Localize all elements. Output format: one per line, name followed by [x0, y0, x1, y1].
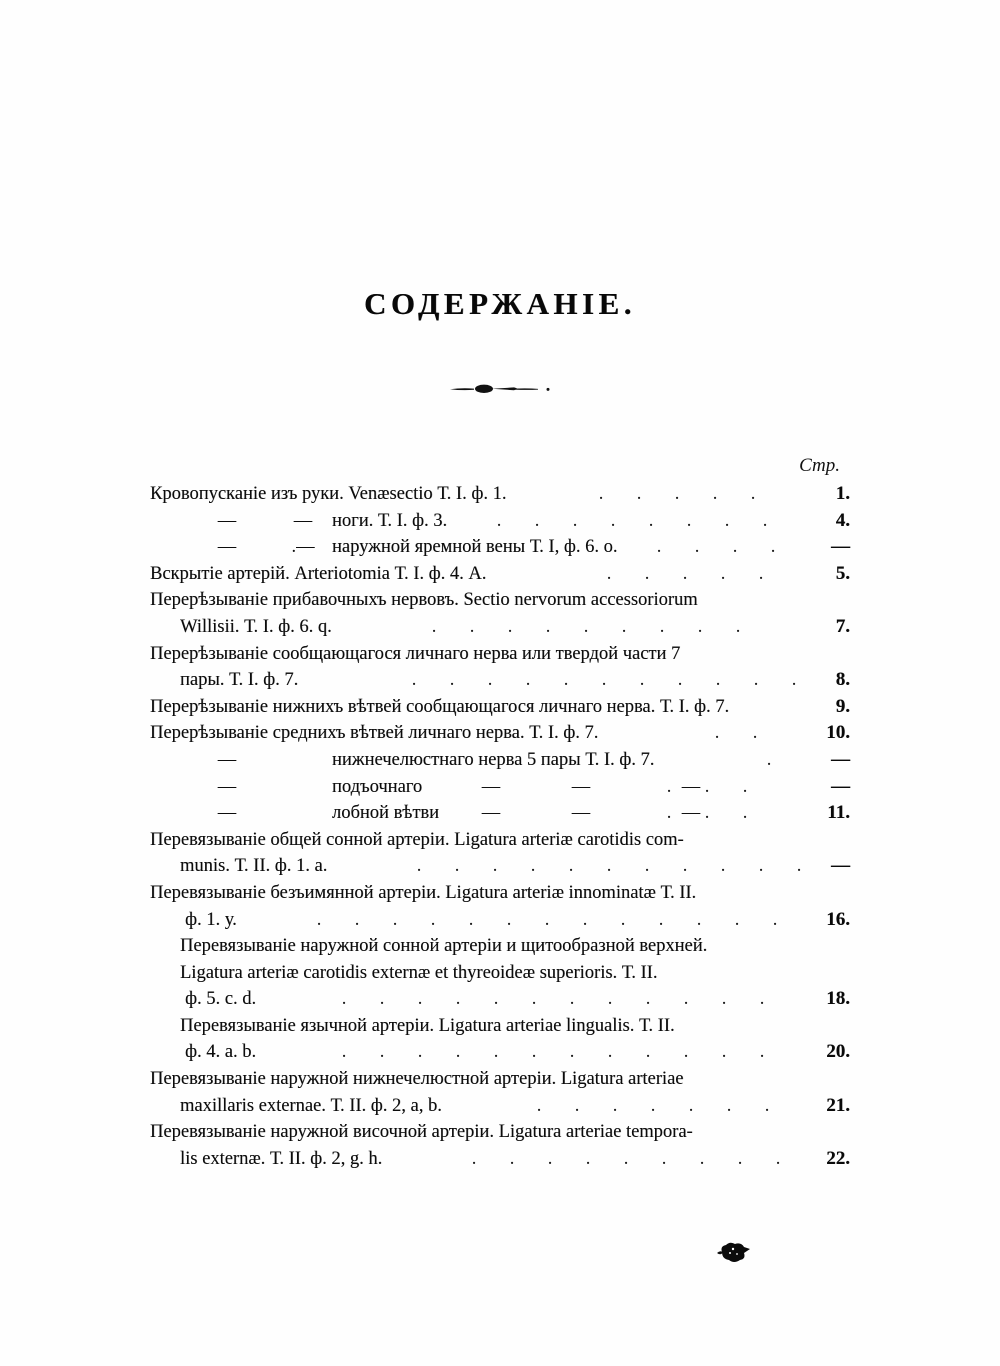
toc-entry-line: [150, 1146, 850, 1173]
toc-entry-line: [150, 827, 850, 854]
toc-entry-text: нижнечелюстнаго нерва 5 пары Т. I. ф. 7.: [332, 749, 655, 770]
table-of-contents-list: [150, 481, 850, 1172]
toc-entry-text: Кровопусканіе изъ руки. Venæsectio Т. I. ф. 1.: [150, 484, 507, 504]
toc-entry-line: [150, 614, 850, 641]
toc-entry-text: Перевязываніе безъимянной артеріи. Ligatura arteriæ innominatæ Т. II.: [150, 882, 697, 903]
leader-dots: . . . . . . . . .: [471, 1148, 781, 1169]
toc-entry-text: maxillaris externae. Т. II. ф. 2, a, b.: [180, 1095, 442, 1116]
page-title: СОДЕРЖАНІЕ.: [364, 286, 636, 321]
toc-entry-text: lis externæ. Т. II. ф. 2, g. h.: [180, 1148, 383, 1169]
leader-dots: . . . . .: [598, 484, 756, 504]
repeat-dash-primary: —: [217, 749, 237, 770]
toc-entry-text: Ligatura arteriæ carotidis externæ et thyreoideæ superioris. Т. II.: [180, 962, 658, 983]
toc-entry-text: munis. Т. II. ф. 1. а.: [180, 856, 328, 877]
toc-page-number: 22.: [826, 1147, 850, 1169]
toc-entry-line: [150, 641, 850, 668]
toc-page-number: 21.: [826, 1094, 850, 1116]
leader-dots: . . . . . . . . .: [431, 616, 741, 637]
toc-entry-text: Перевязываніе наружной височной артеріи. Ligatura arteriae tempora-: [150, 1122, 693, 1143]
toc-entry-line: [150, 1119, 850, 1146]
leader-dots: . . . . .: [606, 563, 764, 584]
inline-repeat-dash: —: [681, 776, 701, 797]
toc-page-number: 11.: [827, 802, 850, 824]
toc-page-number: 20.: [826, 1041, 850, 1063]
toc-entry-text: Перевязываніе наружной нижнечелюстной артеріи. Ligatura arteriae: [150, 1069, 684, 1090]
toc-entry-text: Перевязываніе общей сонной артеріи. Ligatura arteriæ carotidis com-: [150, 829, 684, 850]
toc-entry-line: [150, 960, 850, 987]
toc-entry-text: Вскрытіе артерій. Arteriotomia Т. I. ф. 4. А.: [150, 563, 487, 584]
toc-entry-line: [150, 1013, 850, 1040]
toc-entry-line: [150, 561, 850, 588]
repeat-dash-primary: —: [217, 510, 237, 531]
leader-dots: . . . . . . . . . . .: [416, 856, 802, 877]
toc-entry-line: [150, 880, 850, 907]
repeat-dash-primary: —: [217, 537, 237, 558]
toc-entry-line: [150, 667, 850, 694]
inline-repeat-dash: —: [481, 776, 501, 797]
toc-entry-line: [150, 481, 850, 508]
toc-entry-text: Перерѣзываніе сообщающагося личнаго нерва или твердой части 7: [150, 643, 681, 664]
toc-page-number: 10.: [826, 722, 850, 744]
leader-dots: . . . . . . .: [536, 1095, 770, 1116]
leader-dots: . . . . . . . . . . . .: [341, 1042, 765, 1063]
toc-entry-line: [150, 1093, 850, 1120]
toc-entry-text: ноги. Т. I. ф. 3.: [332, 510, 448, 531]
toc-page-number: —: [831, 748, 850, 770]
toc-page-number: 1.: [835, 483, 850, 504]
toc-page-number: 16.: [826, 908, 850, 930]
toc-entry-text: Перерѣзываніе нижнихъ вѣтвей сообщающагося личнаго нерва. Т. I. ф. 7.: [150, 696, 730, 717]
leader-dots: . . . .: [656, 537, 776, 558]
leader-dots: . .: [714, 723, 758, 744]
repeat-dash-secondary: —: [293, 510, 313, 531]
toc-entry-text: пары. Т. I. ф. 7.: [180, 670, 299, 691]
inline-repeat-dash: —: [481, 803, 501, 824]
toc-entry-line: [150, 747, 850, 774]
toc-entry-line: [150, 800, 850, 827]
leader-dots: . . .: [666, 776, 748, 797]
toc-page-number: —: [831, 855, 850, 877]
inline-repeat-dash: —: [681, 803, 701, 824]
toc-entry-line: [150, 774, 850, 801]
toc-entry-text: Перерѣзываніе среднихъ вѣтвей личнаго нерва. Т. I. ф. 7.: [150, 723, 599, 744]
toc-page-number: 4.: [835, 509, 850, 531]
toc-page-number: —: [831, 536, 850, 558]
toc-entry-text: Перевязываніе язычной артеріи. Ligatura arteriae lingualis. Т. II.: [180, 1015, 675, 1036]
toc-page-number: 9.: [835, 695, 850, 717]
toc-entry-line: [150, 933, 850, 960]
repeat-dash-primary: —: [217, 803, 237, 824]
leader-dots: . . . . . . . . . . . .: [341, 989, 765, 1010]
toc-entry-text: наружной яремной вены Т. I, ф. 6. о.: [332, 537, 618, 558]
toc-page-number: 18.: [826, 988, 850, 1010]
toc-entry-text: Willisii. Т. I. ф. 6. q.: [180, 616, 332, 637]
toc-entry-text: ф. 1. у.: [185, 909, 237, 930]
leader-dots: .: [766, 749, 772, 770]
repeat-dash-primary: —: [217, 776, 237, 797]
toc-entry-text: Перевязываніе наружной сонной артеріи и щитообразной верхней.: [180, 936, 708, 957]
toc-entry-line: [150, 694, 850, 721]
toc-entry-text: лобной вѣтви: [332, 803, 440, 824]
toc-entry-text: ф. 4. а. b.: [185, 1042, 257, 1063]
page-number-column-header: Стр.: [799, 455, 840, 476]
leader-dots: . . . . . . . . . . . . .: [316, 909, 778, 930]
toc-page-number: 8.: [835, 669, 850, 691]
toc-entry-line: [150, 534, 850, 561]
toc-entry-line: [150, 853, 850, 880]
toc-entry-line: [150, 587, 850, 614]
toc-page-number: 5.: [835, 562, 850, 584]
toc-entry-text: ф. 5. c. d.: [185, 989, 257, 1010]
ink-blot-ornament-icon: [714, 1240, 754, 1268]
toc-entry-text: подъочнаго: [332, 776, 423, 797]
toc-entry-text: Перерѣзываніе прибавочныхъ нервовъ. Sectio nervorum accessoriorum: [150, 590, 698, 611]
leader-dots: . . . . . . . .: [496, 510, 768, 531]
leader-dots: . . .: [666, 803, 748, 824]
toc-entry-line: [150, 907, 850, 934]
repeat-dash-secondary: .—: [291, 537, 315, 558]
toc-entry-line: [150, 986, 850, 1013]
ornamental-divider-icon: [0, 380, 1000, 398]
leader-dots: . . . . . . . . . . .: [411, 670, 797, 691]
toc-entry-line: [150, 720, 850, 747]
inline-repeat-dash: —: [571, 776, 591, 797]
toc-entry-line: [150, 508, 850, 535]
toc-page-number: 7.: [835, 615, 850, 637]
toc-entry-line: [150, 1039, 850, 1066]
inline-repeat-dash: —: [571, 803, 591, 824]
toc-entry-line: [150, 1066, 850, 1093]
toc-page-number: —: [831, 775, 850, 797]
